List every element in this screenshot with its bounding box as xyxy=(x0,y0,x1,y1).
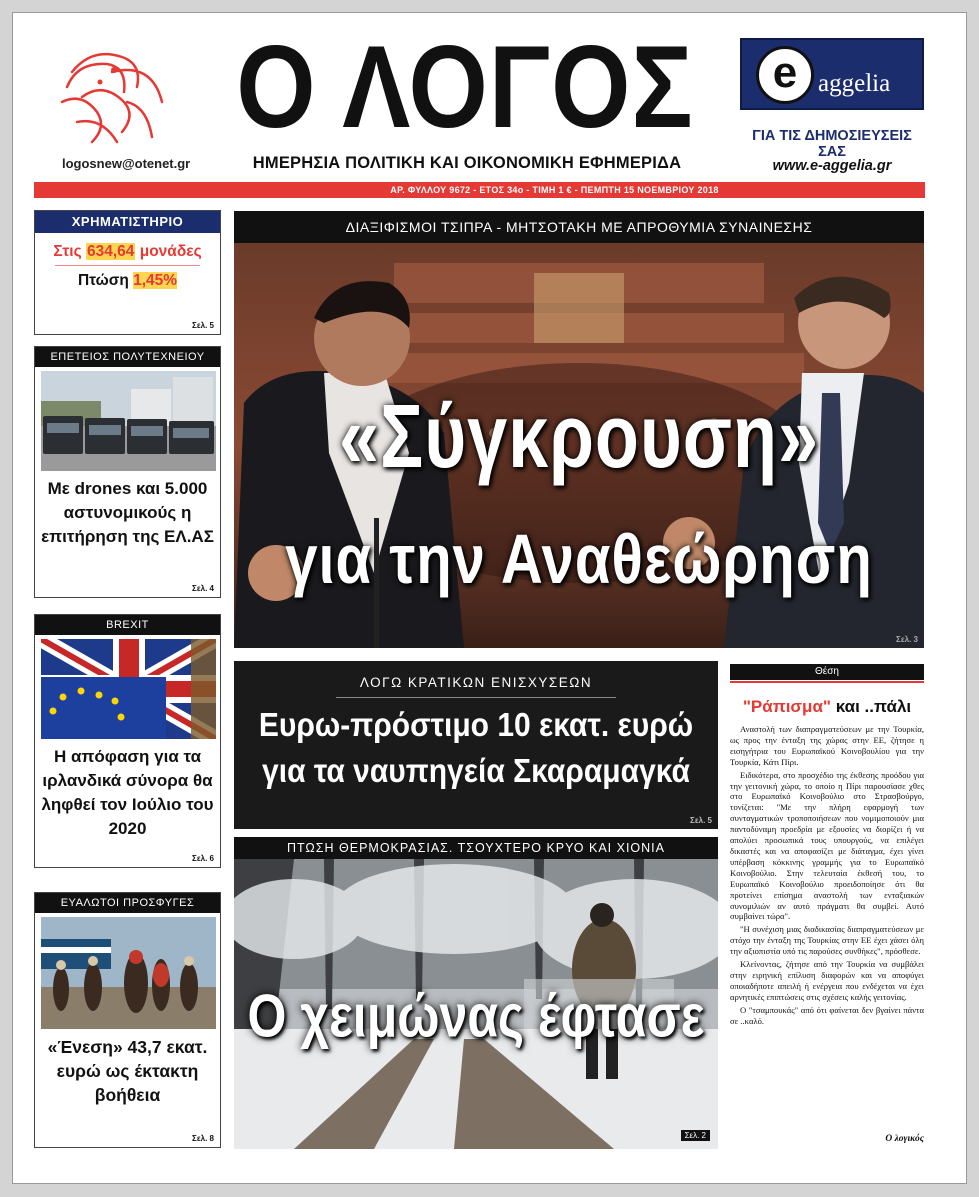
shipyard-headline-line1: Ευρω-πρόστιμο 10 εκατ. ευρώ xyxy=(258,707,694,744)
page-ref: Σελ. 5 xyxy=(690,816,712,825)
shipyard-headline-line2: για τα ναυπηγεία Σκαραμαγκά xyxy=(262,753,690,790)
winter-kicker: ΠΤΩΣΗ ΘΕΡΜΟΚΡΑΣΙΑΣ. ΤΣΟΥΧΤΕΡΟ ΚΡΥΟ ΚΑΙ ΧΙΟΝΙΑ xyxy=(234,837,718,859)
issue-info-bar xyxy=(34,182,925,198)
editorial-section-label: Θέση xyxy=(730,664,924,680)
contact-email[interactable]: logosnew@otenet.gr xyxy=(62,156,191,171)
stock-suffix: μονάδες xyxy=(139,243,202,260)
editorial-rule xyxy=(730,681,924,683)
brexit-headline: Η απόφαση για τα ιρλανδικά σύνορα θα ληφθεί τον Ιούλιο του 2020 xyxy=(41,747,214,838)
newspaper-title: Ο ΛΟΓΟΣ xyxy=(236,21,694,153)
ad-tagline: ΓΙΑ ΤΙΣ ΔΗΜΟΣΙΕΥΣΕΙΣ ΣΑΣ xyxy=(752,128,912,160)
editorial-paragraph: Ειδικότερα, στο προσχέδιο της έκθεσης προόδου για την γειτονική χώρα, το οποίο η Πίρι παρουσίασε χθες στο Ευρωπαϊκό Κοινοβούλιο στο Στρασβούργο, τονίζεται: "Με την πλήρη εφαρμογή των συνταγματικών τροποποιήσεων που νομιμοποιούν μια παντοδύναμη προεδρία με εξουσίες να διορίζει ή να απολύει προσωπικά τους υπουργούς, να επιλέγει δικαστές και να αποφασίζει με διάταγμα, έχει γίνει υπέρβαση κόκκινης γραμμής για το Ευρωπαϊκό Κοινοβούλιο. Στην τελευταία έκθεσή του, το Ευρωπαϊκό Κοινοβούλιο προειδοποίησε ότι θα προτείνει επίσημα αναστολή των ενταξιακών συνομιλιών αν αυτό πράγματι θα συμβεί. Αυτό συμβαίνει τώρα". xyxy=(730,769,924,922)
winter-story[interactable] xyxy=(234,837,718,1149)
stock-value: 634,64 xyxy=(86,243,135,260)
page-ref: Σελ. 5 xyxy=(192,321,214,330)
editorial-paragraph: Αναστολή των διαπραγματεύσεων με την Τουρκία, ως προς την ένταξη της χώρας στην ΕΕ, ζήτησε η εισηγήτρια του Ευρωπαϊκού Κοινοβουλίου για την Τουρκία, Κάτι Πίρι. xyxy=(730,724,924,767)
brexit-story-box[interactable] xyxy=(34,614,221,868)
polytechnic-story-box[interactable] xyxy=(34,346,221,598)
kicker-underline xyxy=(336,697,616,698)
logo-illustration xyxy=(52,42,172,150)
refugees-photo xyxy=(41,917,216,1029)
editorial-paragraph: "Η συνέχιση μιας διαδικασίας διαπραγματεύσεων με στόχο την ένταξη της Τουρκίας στην ΕΕ έχει χάσει όλη την αξιοπιστία υπό τις παρούσες συνθήκες", πρόσθεσε. xyxy=(730,924,924,957)
stock-value-line xyxy=(35,233,220,261)
page-ref: Σελ. 3 xyxy=(896,635,918,644)
shipyard-headline xyxy=(234,703,718,795)
polytechnic-headline: Με drones και 5.000 αστυνομικούς η επιτήρηση της ΕΛ.ΑΣ xyxy=(41,479,214,546)
winter-headline: Ο χειμώνας έφτασε xyxy=(247,982,705,1050)
refugees-story-box[interactable] xyxy=(34,892,221,1148)
stock-drop-line xyxy=(35,266,220,290)
uk-eu-flags-photo xyxy=(41,639,216,739)
page-ref: Σελ. 6 xyxy=(192,854,214,863)
page-ref: Σελ. 2 xyxy=(681,1130,710,1141)
e-aggelia-logo-icon: e xyxy=(756,46,814,104)
shipyard-story[interactable] xyxy=(234,661,718,829)
e-aggelia-brand-text: aggelia xyxy=(818,70,891,97)
lead-kicker: ΔΙΑΞΙΦΙΣΜΟΙ ΤΣΙΠΡΑ - ΜΗΤΣΟΤΑΚΗ ΜΕ ΑΠΡΟΘΥΜΙΑ ΣΥΝΑΙΝΕΣΗΣ xyxy=(234,211,924,243)
lead-story[interactable] xyxy=(234,211,924,648)
polytechnic-header: ΕΠΕΤΕΙΟΣ ΠΟΛΥΤΕΧΝΕΙΟΥ xyxy=(35,347,220,367)
refugees-headline: «Ένεση» 43,7 εκατ. ευρώ ως έκτακτη βοήθεια xyxy=(47,1037,208,1105)
editorial-title xyxy=(730,697,924,717)
editorial-body xyxy=(730,724,924,1028)
newspaper-subtitle: ΗΜΕΡΗΣΙΑ ΠΟΛΙΤΙΚΗ ΚΑΙ ΟΙΚΟΝΟΜΙΚΗ ΕΦΗΜΕΡΙΔΑ xyxy=(252,154,682,172)
page-ref: Σελ. 4 xyxy=(192,584,214,593)
editorial-paragraph: Ο "τσαμπουκάς" από ότι φαίνεται δεν βγαίνει πάντα σε ..καλό. xyxy=(730,1004,924,1026)
lead-subhead: για την Αναθεώρηση xyxy=(285,520,873,599)
editorial-signature: Ο λογικός xyxy=(885,1134,924,1144)
editorial-paragraph: Κλείνοντας, ζήτησε από την Τουρκία να συμβάλει στην ειρηνική επίλυση διαφορών και να αποφύγει οποιαδήποτε απειλή ή ενέργεια που ενδέχεται να έχει αρνητικές επιπτώσεις στις σχέσεις καλής γειτονίας. xyxy=(730,959,924,1002)
issue-info-text: ΑΡ. ΦΥΛΛΟΥ 9672 - ΕΤΟΣ 34ο - ΤΙΜΗ 1 € - ΠΕΜΠΤΗ 15 ΝΟΕΜΒΡΙΟΥ 2018 xyxy=(390,185,719,195)
stock-drop-value: 1,45% xyxy=(133,272,178,289)
editorial-title-quoted: "Ράπισμα" xyxy=(742,697,831,716)
stock-drop-label: Πτώση xyxy=(77,272,129,289)
brexit-header: BREXIT xyxy=(35,615,220,635)
ad-url[interactable]: www.e-aggelia.gr xyxy=(772,158,892,174)
stock-market-box[interactable] xyxy=(34,210,221,335)
e-aggelia-ad-logo[interactable] xyxy=(740,38,924,110)
shipyard-kicker: ΛΟΓΩ ΚΡΑΤΙΚΩΝ ΕΝΙΣΧΥΣΕΩΝ xyxy=(359,675,593,690)
refugees-header: ΕΥΑΛΩΤΟΙ ΠΡΟΣΦΥΓΕΣ xyxy=(35,893,220,913)
lead-headline: «Σύγκρουση» xyxy=(338,387,820,487)
editorial-title-rest: και ..πάλι xyxy=(835,697,912,716)
page-ref: Σελ. 8 xyxy=(192,1134,214,1143)
stock-prefix: Στις xyxy=(53,243,82,260)
police-buses-photo xyxy=(41,371,216,471)
stock-market-header: ΧΡΗΜΑΤΙΣΤΗΡΙΟ xyxy=(35,211,220,233)
